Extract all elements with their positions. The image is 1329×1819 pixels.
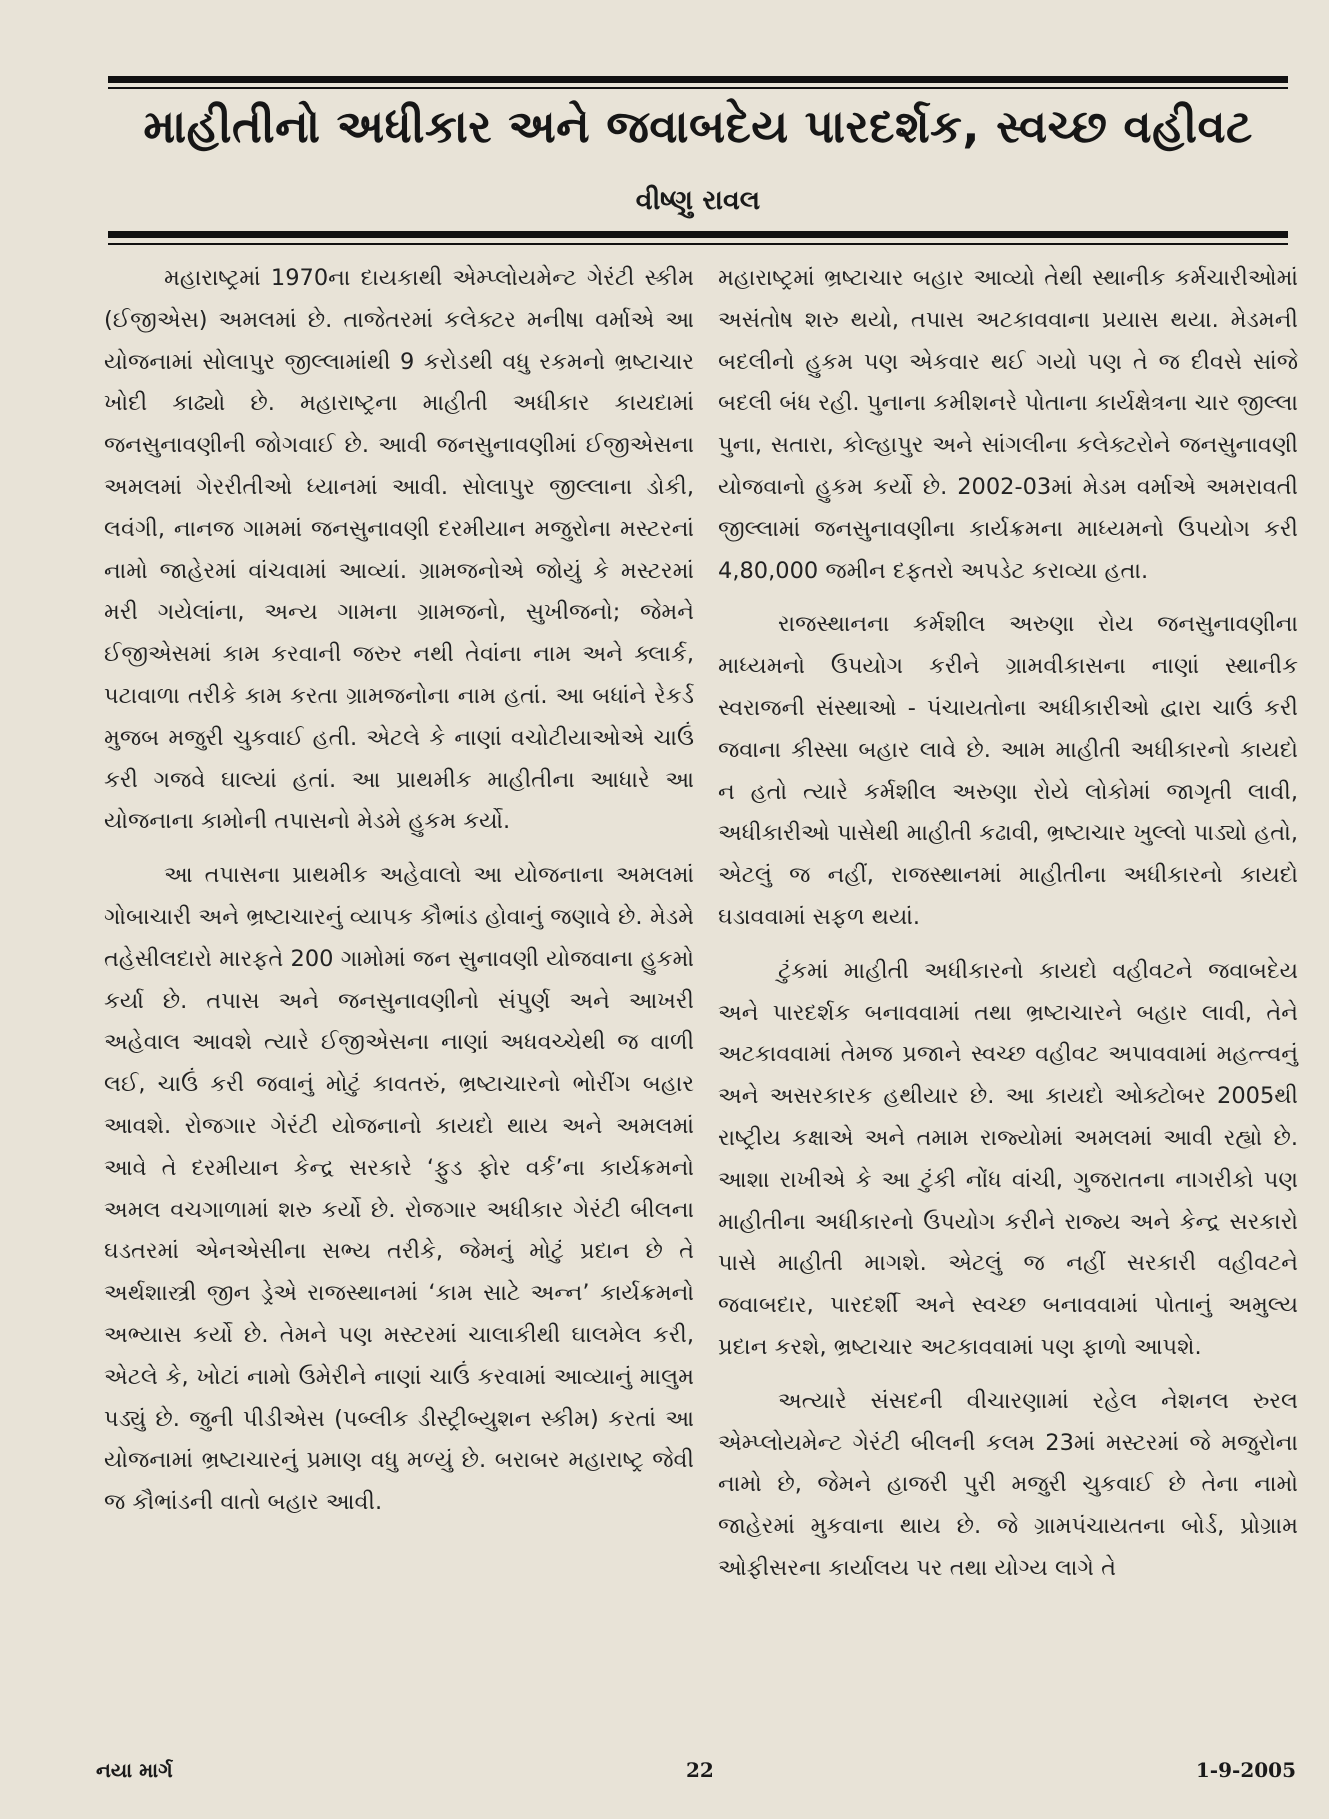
paragraph: મહારાષ્ટ્રમાં 1970ના દાયકાથી એમ્પ્લોયમેન્ટ ગેરંટી સ્કીમ (ઈજીએસ) અમલમાં છે. તાજેતરમાં કલેક્ટર મનીષા વર્માએ આ યોજનામાં સોલાપુર જીલ્લામાંથી 9 કરોડથી વધુ રકમનો ભ્રષ્ટાચાર ખોદી કાઢ્યો છે. મહારાષ્ટ્રના માહીતી અધીકાર કાયદામાં જનસુનાવણીની જોગવાઈ છે. આવી જનસુનાવણીમાં ઈજીએસના અમલમાં ગેરરીતીઓ ધ્યાનમાં આવી. સોલાપુર જીલ્લાના ડોકી, લવંગી, નાનજ ગામમાં જનસુનાવણી દરમીયાન મજુરોના મસ્ટરનાં નામો જાહેરમાં વાંચવામાં આવ્યાં. ગ્રામજનોએ જોયું કે મસ્ટરમાં મરી ગયેલાંના, અન્ય ગામના ગ્રામજનો, સુખીજનો; જેમને ઈજીએસમાં કામ કરવાની જરુર નથી તેવાંના નામ અને ક્લાર્ક, પટાવાળા તરીકે કામ કરતા ગ્રામજનોના નામ હતાં. આ બધાંને રેકર્ડ મુજબ મજુરી ચુકવાઈ હતી. એટલે કે નાણાં વચોટીયાઓએ ચાઉં કરી ગજવે ઘાલ્યાં હતાં. આ પ્રાથમીક માહીતીના આધારે આ યોજનાના કામોની તપાસનો મેડમે હુકમ કર્યો. [104,265,694,835]
publication-name: નયા માર્ગ [96,1758,173,1782]
page-number: 22 [686,1758,714,1782]
header-bottom-rule [108,231,1288,238]
article-author: વીષ્ણુ રાવલ [635,185,761,216]
paragraph: મહારાષ્ટ્રમાં ભ્રષ્ટાચાર બહાર આવ્યો તેથી સ્થાનીક કર્મચારીઓમાં અસંતોષ શરુ થયો, તપાસ અટકાવવાના પ્રયાસ થયા. મેડમની બદલીનો હુકમ પણ એકવાર થઈ ગયો પણ તે જ દીવસે સાંજે બદલી બંધ રહી. પુનાના કમીશનરે પોતાના કાર્યક્ષેત્રના ચાર જીલ્લા પુના, સતારા, કોલ્હાપુર અને સાંગલીના કલેક્ટરોને જનસુનાવણી યોજવાનો હુકમ કર્યો છે. 2002-03માં મેડમ વર્માએ અમરાવતી જીલ્લામાં જનસુનાવણીના કાર્યક્રમના માધ્યમનો ઉપયોગ કરી 4,80,000 જમીન દફતરો અપડેટ કરાવ્યા હતા. [718,265,1298,584]
top-rule [108,76,1288,83]
left-column [104,258,694,1536]
page-footer [96,1758,1296,1788]
paragraph: ટુંકમાં માહીતી અધીકારનો કાયદો વહીવટને જવાબદેય અને પારદર્શક બનાવવામાં તથા ભ્રષ્ટાચારને બહાર લાવી, તેને અટકાવવામાં તેમજ પ્રજાને સ્વચ્છ વહીવટ અપાવવામાં મહત્ત્વનું અને અસરકારક હથીયાર છે. આ કાયદો ઓક્ટોબર 2005થી રાષ્ટ્રીય કક્ષાએ અને તમામ રાજ્યોમાં અમલમાં આવી રહ્યો છે. આશા રાખીએ કે આ ટુંકી નોંધ વાંચી, ગુજરાતના નાગરીકો પણ માહીતીના અધીકારનો ઉપયોગ કરીને રાજ્ય અને કેન્દ્ર સરકારો પાસે માહીતી માગશે. એટલું જ નહીં સરકારી વહીવટને જવાબદાર, પારદર્શી અને સ્વચ્છ બનાવવામાં પોતાનું અમુલ્ય પ્રદાન કરશે, ભ્રષ્ટાચાર અટકાવવામાં પણ ફાળો આપશે. [718,957,1298,1360]
right-column [718,258,1298,1602]
top-rule-thin [108,87,1288,89]
paragraph: રાજસ્થાનના કર્મશીલ અરુણા રોય જનસુનાવણીના માધ્યમનો ઉપયોગ કરીને ગ્રામવીકાસના નાણાં સ્થાનીક સ્વરાજની સંસ્થાઓ - પંચાયતોના અધીકારીઓ દ્વારા ચાઉં કરી જવાના કીસ્સા બહાર લાવે છે. આમ માહીતી અધીકારનો કાયદો ન હતો ત્યારે કર્મશીલ અરુણા રોયે લોકોમાં જાગૃતી લાવી, અધીકારીઓ પાસેથી માહીતી કઢાવી, ભ્રષ્ટાચાર ખુલ્લો પાડ્યો હતો, એટલું જ નહીં, રાજસ્થાનમાં માહીતીના અધીકારનો કાયદો ઘડાવવામાં સફળ થયાં. [718,611,1298,930]
paragraph: આ તપાસના પ્રાથમીક અહેવાલો આ યોજનાના અમલમાં ગોબાચારી અને ભ્રષ્ટાચારનું વ્યાપક કૌભાંડ હોવાનું જણાવે છે. મેડમે તહેસીલદારો મારફતે 200 ગામોમાં જન સુનાવણી યોજવાના હુકમો કર્યા છે. તપાસ અને જનસુનાવણીનો સંપુર્ણ અને આખરી અહેવાલ આવશે ત્યારે ઈજીએસના નાણાં અધવચ્ચેથી જ વાળી લઈ, ચાઉં કરી જવાનું મોટું કાવતરું, ભ્રષ્ટાચારનો ભોરીંગ બહાર આવશે. રોજગાર ગેરંટી યોજનાનો કાયદો થાય અને અમલમાં આવે તે દરમીયાન કેન્દ્ર સરકારે ‘ફુડ ફોર વર્ક’ના કાર્યક્રમનો અમલ વચગાળામાં શરુ કર્યો છે. રોજગાર અધીકાર ગેરંટી બીલના ઘડતરમાં એનએસીના સભ્ય તરીકે, જેમનું મોટું પ્રદાન છે તે અર્થશાસ્ત્રી જીન ડ્રેએ રાજસ્થાનમાં ‘કામ સાટે અન્ન’ કાર્યક્રમનો અભ્યાસ કર્યો છે. તેમને પણ મસ્ટરમાં ચાલાકીથી ઘાલમેલ કરી, એટલે કે, ખોટાં નામો ઉમેરીને નાણાં ચાઉં કરવામાં આવ્યાનું માલુમ પડ્યું છે. જુની પીડીએસ (પબ્લીક ડીસ્ટ્રીબ્યુશન સ્કીમ) કરતાં આ યોજનામાં ભ્રષ્ટાચારનું પ્રમાણ વધુ મળ્યું છે. બરાબર મહારાષ્ટ્ર જેવી જ કૌભાંડની વાતો બહાર આવી. [104,862,694,1516]
issue-date: 1-9-2005 [1195,1758,1296,1782]
header-bottom-rule-thin [108,243,1288,245]
article-title: માહીતીનો અધીકાર અને જવાબદેય પારદર્શક, સ્વચ્છ વહીવટ [143,100,1253,153]
paragraph: અત્યારે સંસદની વીચારણામાં રહેલ નેશનલ રુરલ એમ્પ્લોયમેન્ટ ગેરંટી બીલની કલમ 23માં મસ્ટરમાં જે મજુરોના નામો છે, જેમને હાજરી પુરી મજુરી ચુકવાઈ છે તેના નામો જાહેરમાં મુકવાના થાય છે. જે ગ્રામપંચાયતના બોર્ડ, પ્રોગ્રામ ઓફીસરના કાર્યાલય પર તથા યોગ્ય લાગે તે [718,1387,1298,1581]
